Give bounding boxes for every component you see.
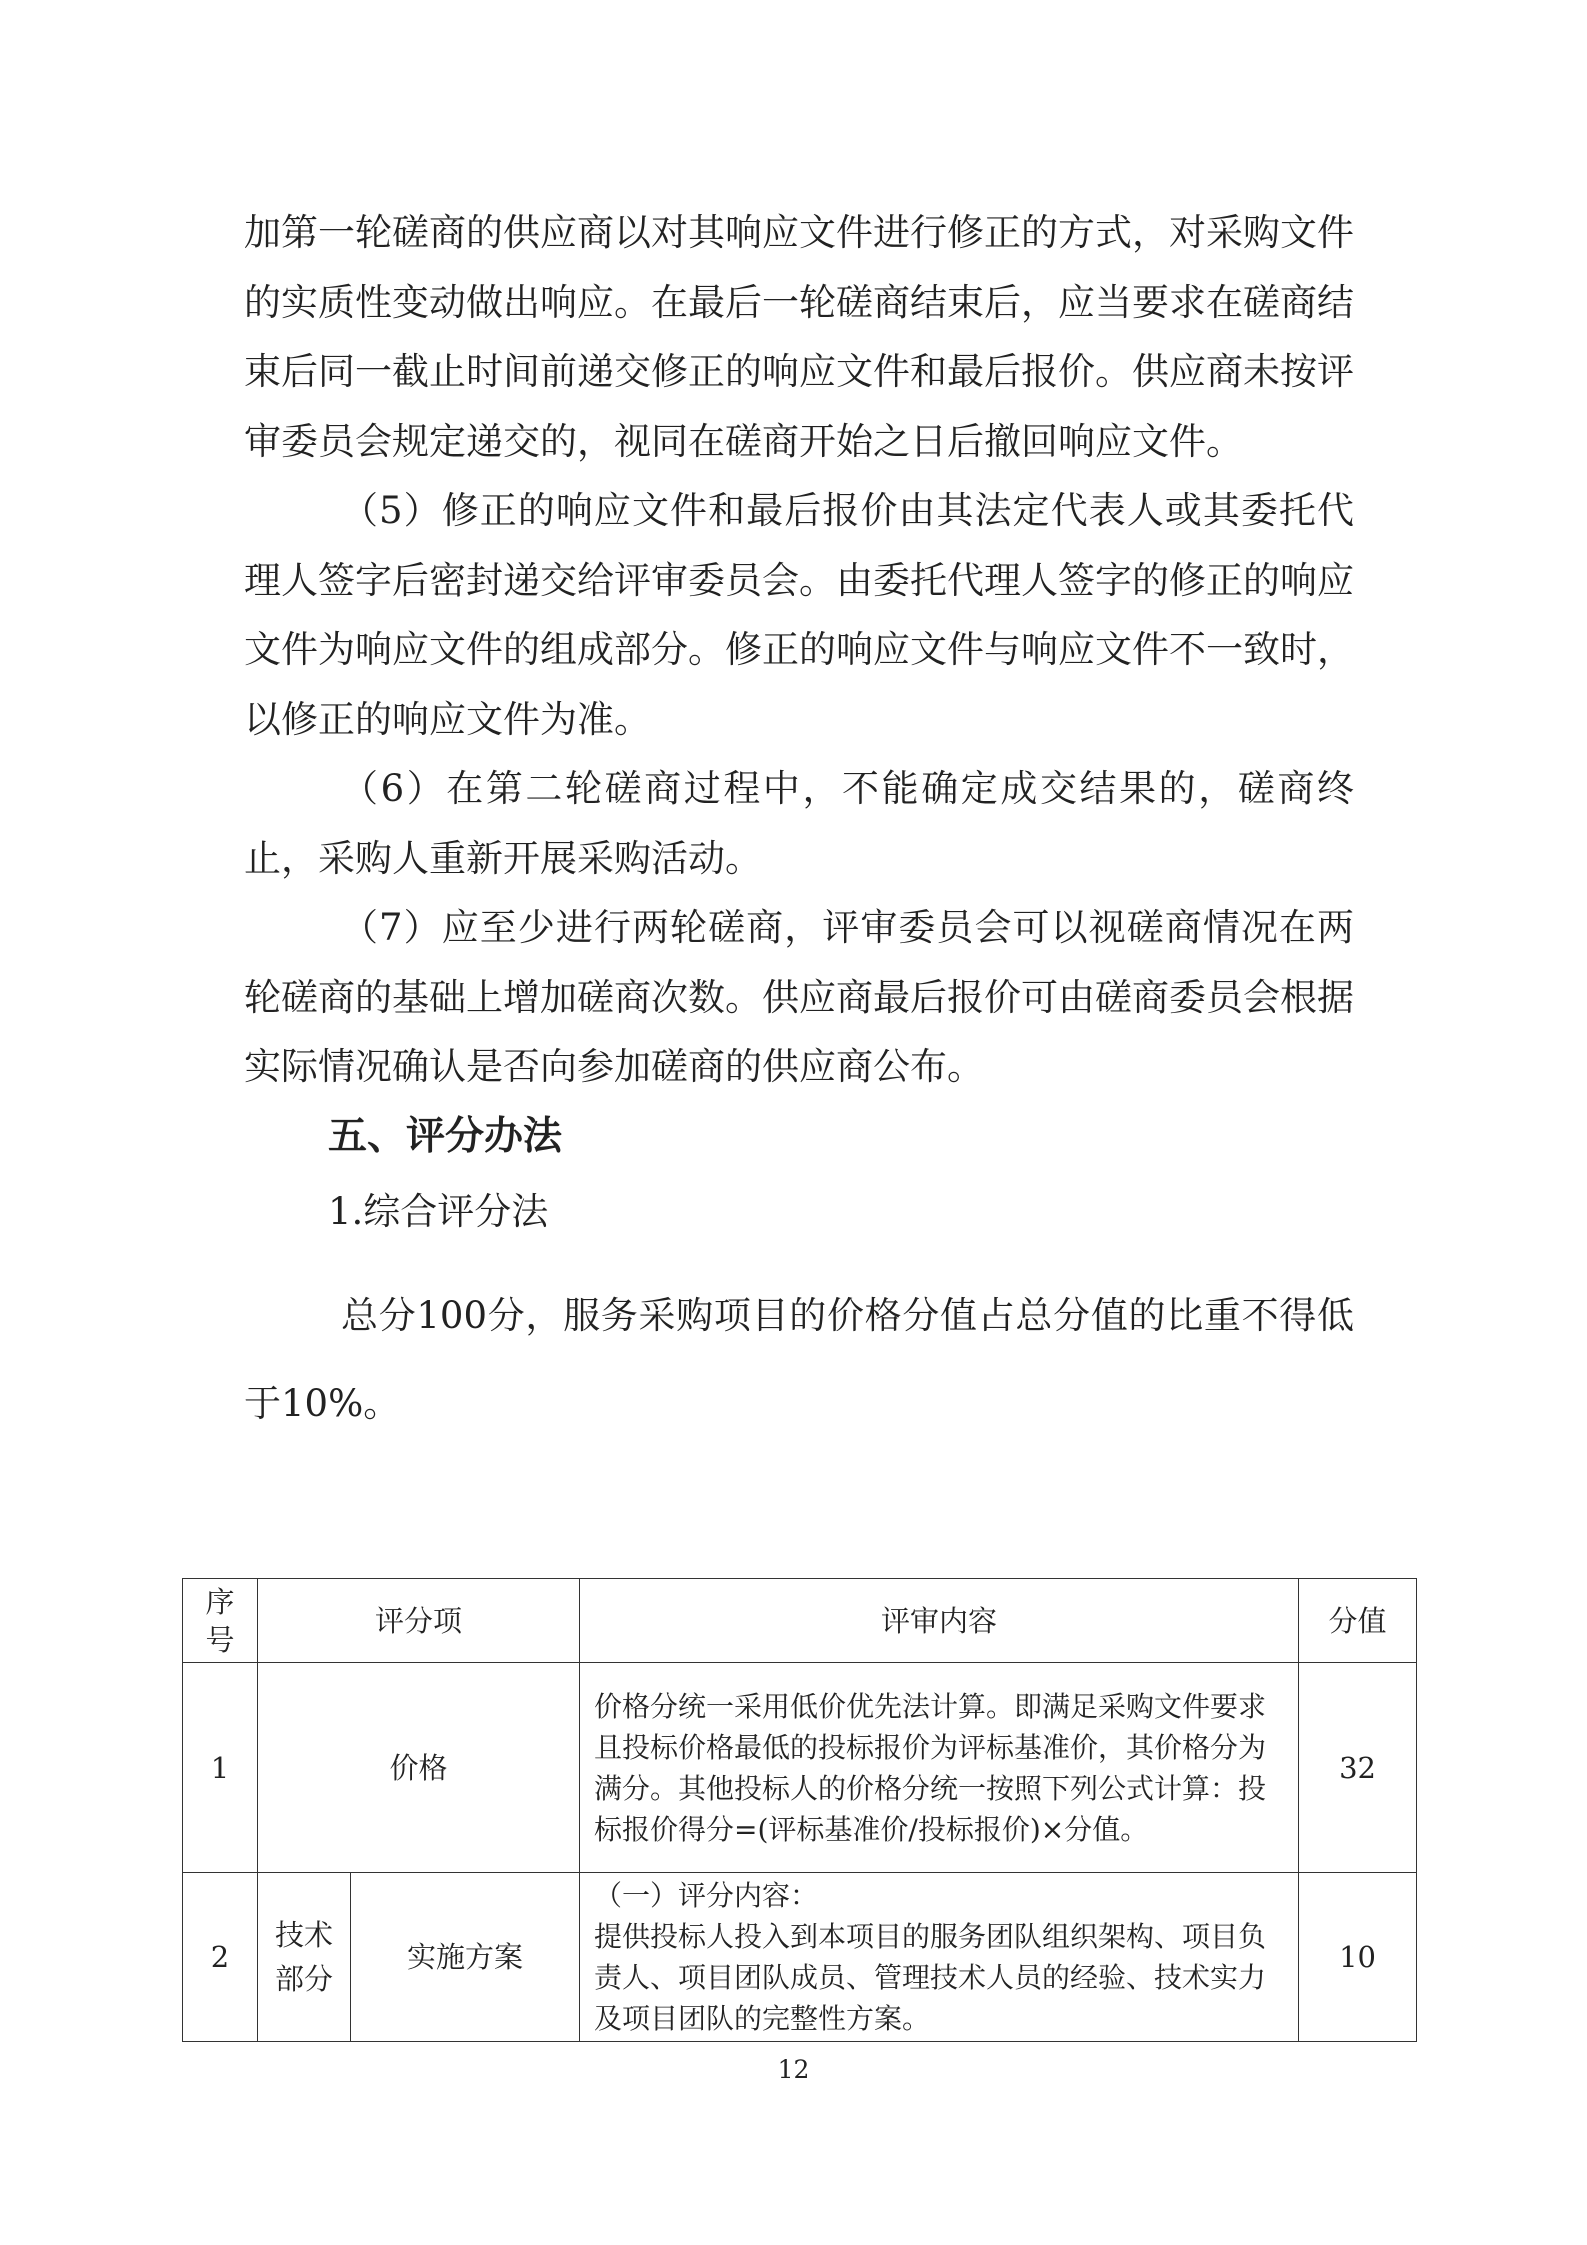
page-number: 12 bbox=[777, 2055, 810, 2084]
row-content-body: 提供投标人投入到本项目的服务团队组织架构、项目负责人、项目团队成员、管理技术人员的经验、技术实力及项目团队的完整性方案。 bbox=[594, 1920, 1267, 2035]
header-content: 评审内容 bbox=[580, 1579, 1299, 1663]
row-item: 价格 bbox=[258, 1663, 580, 1873]
header-index: 序号 bbox=[183, 1579, 258, 1663]
section-heading: 五、评分办法 bbox=[328, 1113, 563, 1159]
total-score-note: 总分100分，服务采购项目的价格分值占总分值的比重不得低于10%。 bbox=[244, 1293, 1354, 1425]
header-item: 评分项 bbox=[258, 1579, 580, 1663]
paragraph-item-7: （7）应至少进行两轮磋商，评审委员会可以视磋商情况在两轮磋商的基础上增加磋商次数。供应商最后报价可由磋商委员会根据实际情况确认是否向参加磋商的供应商公布。 bbox=[244, 906, 1354, 1088]
subheading: 1.综合评分法 bbox=[328, 1189, 549, 1233]
row-content bbox=[580, 1873, 1299, 2042]
row-category: 技术部分 bbox=[258, 1873, 351, 2042]
paragraph-item-5: （5）修正的响应文件和最后报价由其法定代表人或其委托代理人签字后密封递交给评审委员会。由委托代理人签字的修正的响应文件为响应文件的组成部分。修正的响应文件与响应文件不一致时，以修正的响应文件为准。 bbox=[244, 489, 1354, 741]
row-content-title: （一）评分内容： bbox=[594, 1879, 819, 1912]
body-text bbox=[244, 198, 1354, 1448]
table-row bbox=[183, 1873, 1417, 2042]
row-content: 价格分统一采用低价优先法计算。即满足采购文件要求且投标价格最低的投标报价为评标基准价，其价格分为满分。其他投标人的价格分统一按照下列公式计算：投标报价得分=(评标基准价/投标报价)×分值。 bbox=[580, 1663, 1299, 1873]
scoring-table bbox=[182, 1578, 1417, 2042]
row-score: 10 bbox=[1299, 1873, 1417, 2042]
row-score: 32 bbox=[1299, 1663, 1417, 1873]
paragraph-item-6: （6）在第二轮磋商过程中，不能确定成交结果的，磋商终止，采购人重新开展采购活动。 bbox=[244, 767, 1354, 880]
row-item: 实施方案 bbox=[351, 1873, 580, 2042]
row-index: 1 bbox=[183, 1663, 258, 1873]
header-score: 分值 bbox=[1299, 1579, 1417, 1663]
table-header-row bbox=[183, 1579, 1417, 1663]
paragraph-continuation: 加第一轮磋商的供应商以对其响应文件进行修正的方式，对采购文件的实质性变动做出响应。在最后一轮磋商结束后，应当要求在磋商结束后同一截止时间前递交修正的响应文件和最后报价。供应商未按评审委员会规定递交的，视同在磋商开始之日后撤回响应文件。 bbox=[244, 211, 1354, 463]
row-index: 2 bbox=[183, 1873, 258, 2042]
table-row bbox=[183, 1663, 1417, 1873]
